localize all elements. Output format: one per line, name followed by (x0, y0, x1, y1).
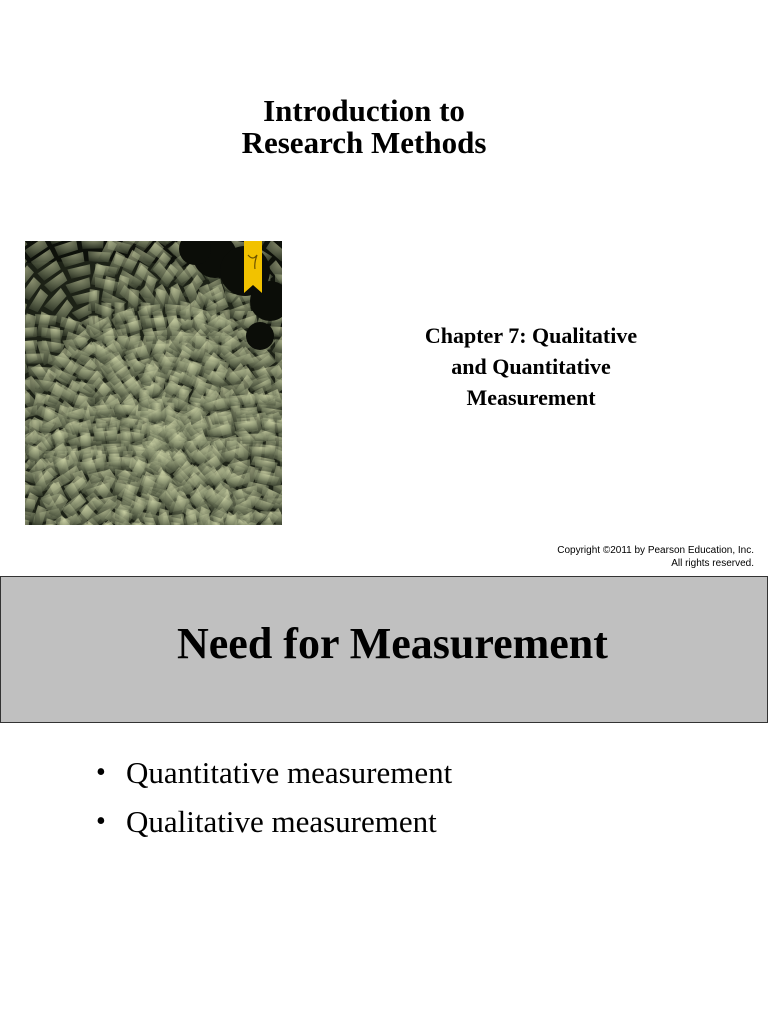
bullet-text: Quantitative measurement (126, 755, 453, 790)
copyright-line-1: Copyright ©2011 by Pearson Education, Inc. (557, 545, 754, 556)
cobblestone-pattern-image (25, 241, 282, 525)
chapter-title-line-2: and Quantitative (451, 354, 611, 379)
bullet-dot-icon: • (96, 757, 106, 788)
copyright-line-2: All rights reserved. (671, 558, 754, 569)
slide-title-line-2: Research Methods (241, 125, 487, 160)
slide-title (0, 95, 728, 159)
chapter-title-line-1: Chapter 7: Qualitative (424, 323, 638, 348)
bullet-dot-icon: • (96, 806, 106, 837)
bullet-text: Qualitative measurement (126, 804, 437, 839)
section-heading: Need for Measurement (177, 619, 608, 668)
bullet-item (96, 797, 452, 846)
cover-photo-cobblestone (25, 241, 282, 525)
copyright-notice (557, 544, 754, 570)
slide-title-line-1: Introduction to (263, 93, 465, 128)
bullet-list (96, 748, 452, 846)
section-banner (0, 576, 768, 723)
chapter-title (380, 320, 682, 413)
chapter-title-line-3: Measurement (466, 385, 596, 410)
bullet-item (96, 748, 452, 797)
